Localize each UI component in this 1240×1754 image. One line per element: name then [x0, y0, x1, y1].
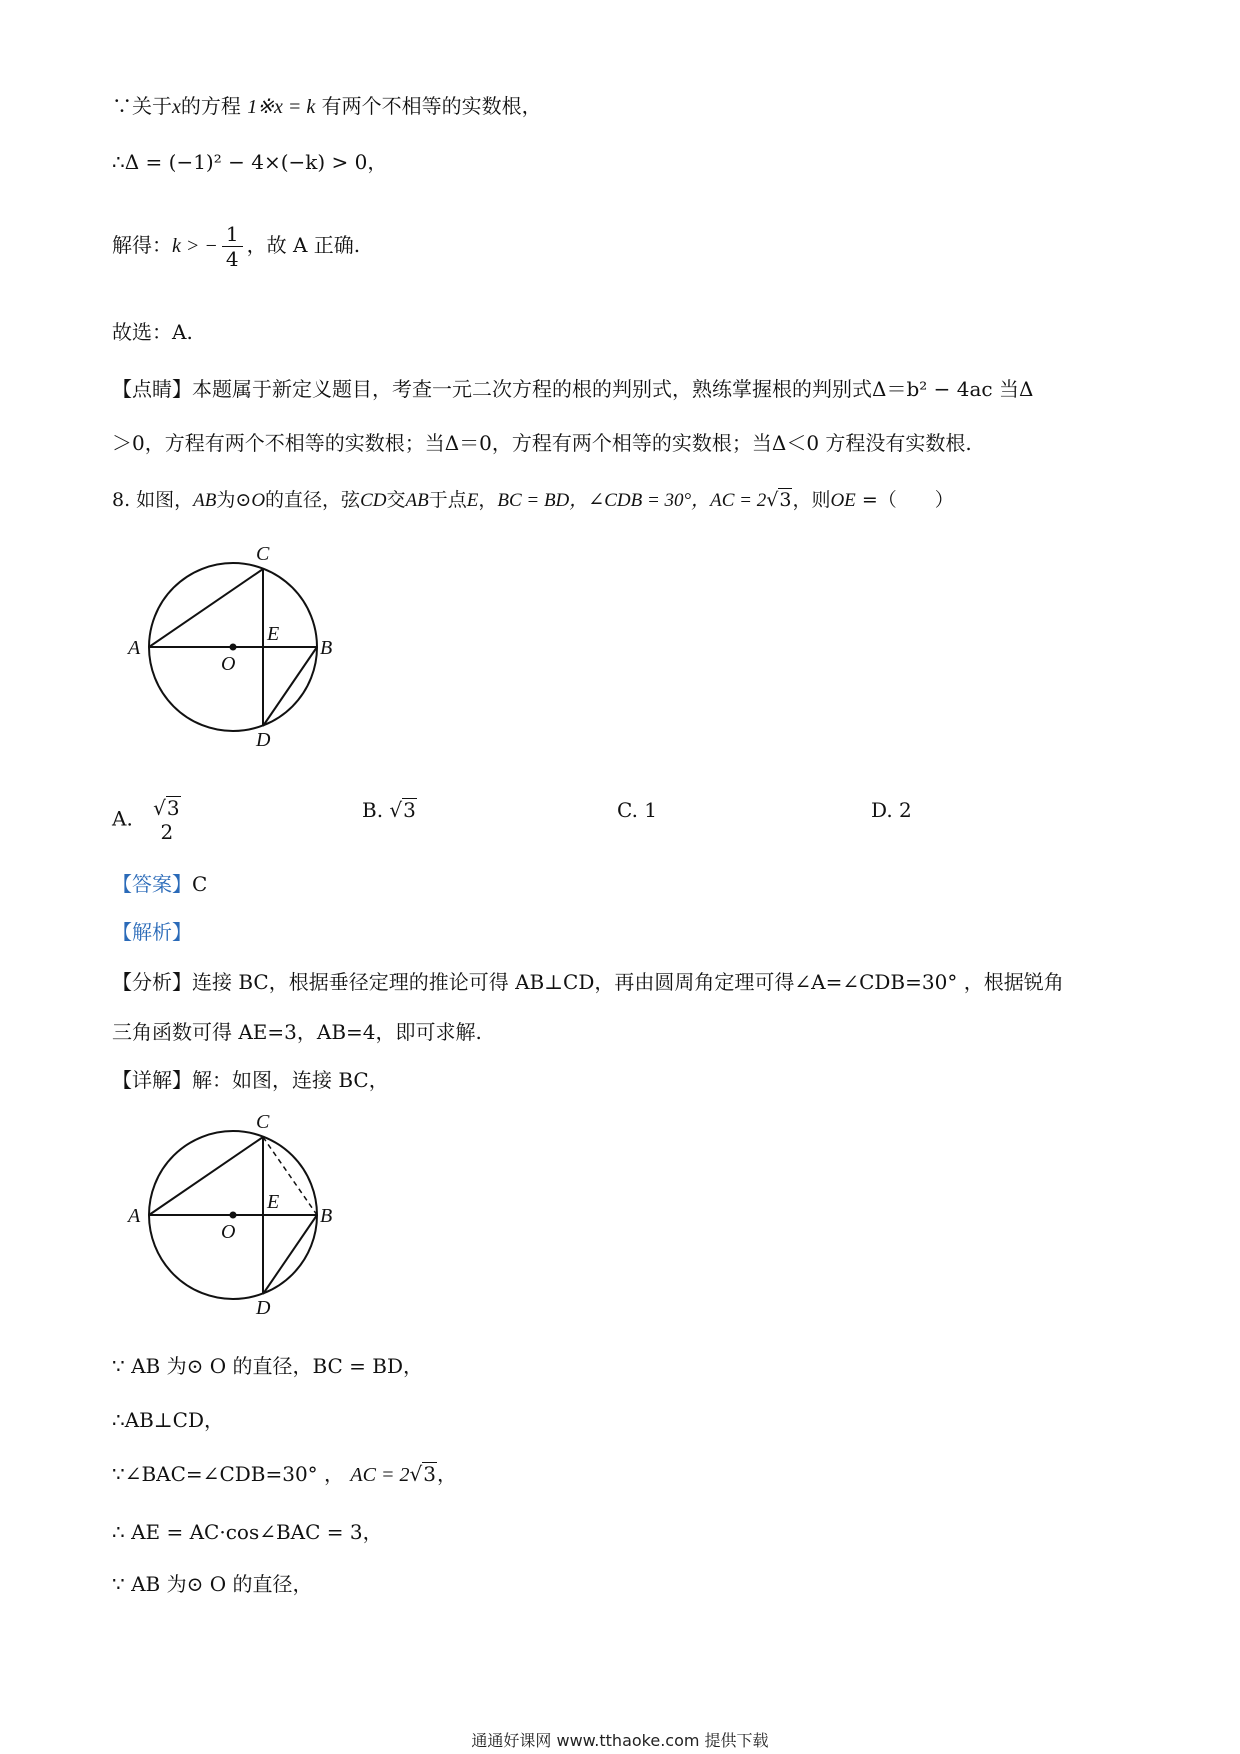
- text: ，则: [792, 489, 831, 511]
- text: ∵∠BAC=∠CDB=30° ，: [112, 1462, 345, 1486]
- label-d: D: [256, 729, 271, 750]
- var: OE: [830, 490, 856, 511]
- numerator: √3: [153, 796, 180, 820]
- segment-ac: [149, 1137, 263, 1215]
- label-o: O: [221, 653, 236, 675]
- text-line-2: ∴Δ = (−1)² − 4×(−k) > 0，: [112, 150, 388, 174]
- var: O: [251, 490, 266, 511]
- var: x: [172, 96, 181, 118]
- text: =（ ）: [855, 489, 954, 511]
- label-e: E: [267, 1191, 280, 1213]
- fenxi-line-1: 【分析】连接 BC，根据垂径定理的推论可得 AB⊥CD，再由圆周角定理可得∠A=∠CDB=30° ，根据锐角: [112, 970, 1064, 994]
- option-b: [362, 796, 417, 824]
- step-3: [112, 1460, 457, 1489]
- step-4: ∴ AE = AC·cos∠BAC = 3，: [112, 1520, 383, 1544]
- text: 于点: [428, 489, 467, 511]
- center-point: [230, 644, 237, 651]
- dianjing-line-1: 【点睛】本题属于新定义题目，考查一元二次方程的根的判别式，熟练掌握根的判别式Δ＝b² − 4ac 当Δ: [112, 377, 1034, 401]
- denominator: 2: [160, 820, 174, 844]
- denominator: 4: [225, 247, 239, 271]
- radicand: 3: [166, 796, 180, 820]
- fraction: [222, 222, 243, 271]
- equation: 1※x = k: [247, 96, 316, 118]
- fenxi-line-2: 三角函数可得 AE=3，AB=4，即可求解.: [112, 1020, 482, 1044]
- question-8: [112, 486, 954, 515]
- var: AB: [405, 490, 429, 511]
- text: 的直径，弦: [265, 489, 361, 511]
- answer-line: [112, 870, 207, 898]
- circle-figure-1: [120, 540, 350, 750]
- var: CD: [360, 490, 387, 511]
- equation: AC = 2: [710, 490, 767, 511]
- dianjing-line-2: ＞0，方程有两个不相等的实数根；当Δ＝0，方程有两个相等的实数根；当Δ＜0 方程没有实数根.: [112, 431, 972, 455]
- text: 有两个不相等的实数根，: [321, 94, 542, 118]
- radicand: 3: [423, 1462, 436, 1486]
- xiangjie-line: 【详解】解：如图，连接 BC，: [112, 1068, 389, 1092]
- radicand: 3: [779, 489, 792, 511]
- var: AB: [193, 490, 217, 511]
- footer: 通通好课网 www.tthaoke.com 提供下载: [471, 1731, 769, 1750]
- text-line-1: [112, 92, 542, 121]
- label-a: A: [128, 1205, 141, 1227]
- step-1: ∵ AB 为⊙ O 的直径，BC = BD，: [112, 1354, 424, 1378]
- radicand: 3: [403, 798, 416, 822]
- sqrt-sign: √: [409, 1462, 423, 1486]
- label-a: A: [128, 637, 141, 659]
- text-line-3: [112, 222, 360, 271]
- step-5: ∵ AB 为⊙ O 的直径，: [112, 1572, 313, 1596]
- label-d: D: [256, 1297, 271, 1318]
- label-c: C: [256, 1111, 270, 1133]
- segment-bd: [263, 1215, 317, 1294]
- text: 的方程: [180, 94, 241, 118]
- option-c: C. 1: [617, 798, 658, 822]
- equation: ，∠CDB = 30°，: [569, 490, 711, 511]
- analysis-tag: 【解析】: [112, 920, 192, 944]
- option-label: B.: [362, 798, 384, 822]
- sqrt-sign: √: [766, 489, 779, 511]
- fraction: [149, 796, 184, 844]
- equation: BC = BD: [497, 490, 570, 511]
- text-line-4: 故选：A.: [112, 320, 193, 344]
- step-2: ∴AB⊥CD，: [112, 1408, 225, 1432]
- text: 为⊙: [216, 489, 252, 511]
- text: ，故 A 正确.: [246, 233, 361, 257]
- segment-bd: [263, 647, 317, 726]
- label-b: B: [320, 637, 333, 659]
- center-point: [230, 1212, 237, 1219]
- label-c: C: [256, 543, 270, 565]
- option-d: D. 2: [871, 798, 912, 822]
- equation: AC = 2: [350, 1464, 410, 1486]
- label-o: O: [221, 1221, 236, 1243]
- label-b: B: [320, 1205, 333, 1227]
- text: 交: [386, 489, 406, 511]
- option-a: [112, 796, 189, 844]
- numerator: 1: [222, 222, 243, 247]
- text: ，: [436, 1462, 457, 1486]
- option-label: A.: [112, 806, 133, 831]
- segment-ac: [149, 569, 263, 647]
- text: ∵关于: [112, 94, 172, 118]
- answer-tag: 【答案】: [112, 872, 192, 896]
- circle-figure-2: [120, 1108, 350, 1318]
- sqrt-sign: √: [389, 798, 403, 822]
- answer-value: C: [192, 872, 208, 896]
- text: 8. 如图，: [112, 489, 194, 511]
- var: E: [466, 490, 479, 511]
- inequality: k > −: [172, 235, 218, 257]
- text: 解得：: [112, 233, 172, 257]
- text: ，: [478, 489, 498, 511]
- label-e: E: [267, 623, 280, 645]
